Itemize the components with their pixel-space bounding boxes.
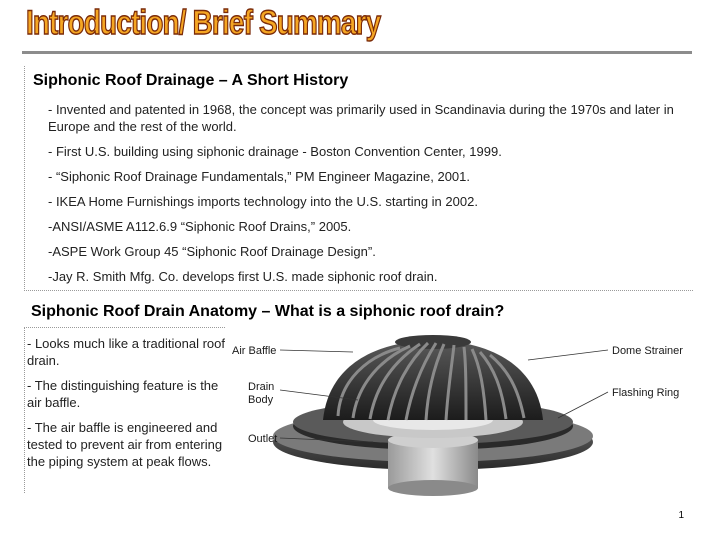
drain-body-label-2: Body	[248, 394, 274, 406]
anatomy-bullet: - Looks much like a traditional roof drain.	[27, 336, 225, 368]
history-bullet-list	[48, 101, 688, 293]
anatomy-bullet-list	[27, 335, 227, 478]
history-bullet: -ANSI/ASME A112.6.9 “Siphonic Roof Drains,” 2005.	[48, 219, 352, 234]
air-baffle-label: Air Baffle	[232, 345, 277, 357]
anatomy-bullet: - The air baffle is engineered and tested to prevent air from entering the piping system at peak flows.	[27, 420, 223, 469]
page-number: 1	[678, 510, 684, 521]
outlet-shape	[388, 432, 478, 496]
history-bullet: -Jay R. Smith Mfg. Co. develops first U.S. made siphonic roof drain.	[48, 269, 438, 284]
history-bullet: -ASPE Work Group 45 “Siphonic Roof Drainage Design”.	[48, 244, 376, 259]
roof-drain-illustration	[228, 330, 698, 500]
history-bullet: - Invented and patented in 1968, the concept was primarily used in Scandinavia during the 1970s and later in Europe and the rest of the world.	[48, 102, 674, 134]
drain-body-label: Drain	[248, 381, 275, 393]
outlet-label: Outlet	[248, 433, 278, 445]
dome-strainer-shape	[323, 335, 543, 420]
slide-title: Introduction/ Brief Summary	[26, 4, 381, 42]
anatomy-heading: Siphonic Roof Drain Anatomy – What is a siphonic roof drain?	[31, 303, 505, 320]
history-bullet: - First U.S. building using siphonic drainage - Boston Convention Center, 1999.	[48, 144, 502, 159]
dome-strainer-label: Dome Strainer	[612, 345, 683, 357]
title-rule	[22, 51, 692, 54]
flashing-ring-label: Flashing Ring	[612, 387, 680, 399]
history-bullet: - IKEA Home Furnishings imports technology into the U.S. starting in 2002.	[48, 194, 478, 209]
history-heading: Siphonic Roof Drainage – A Short History	[33, 72, 349, 89]
history-bullet: - “Siphonic Roof Drainage Fundamentals,” PM Engineer Magazine, 2001.	[48, 169, 471, 184]
anatomy-bullet: - The distinguishing feature is the air baffle.	[27, 378, 219, 410]
